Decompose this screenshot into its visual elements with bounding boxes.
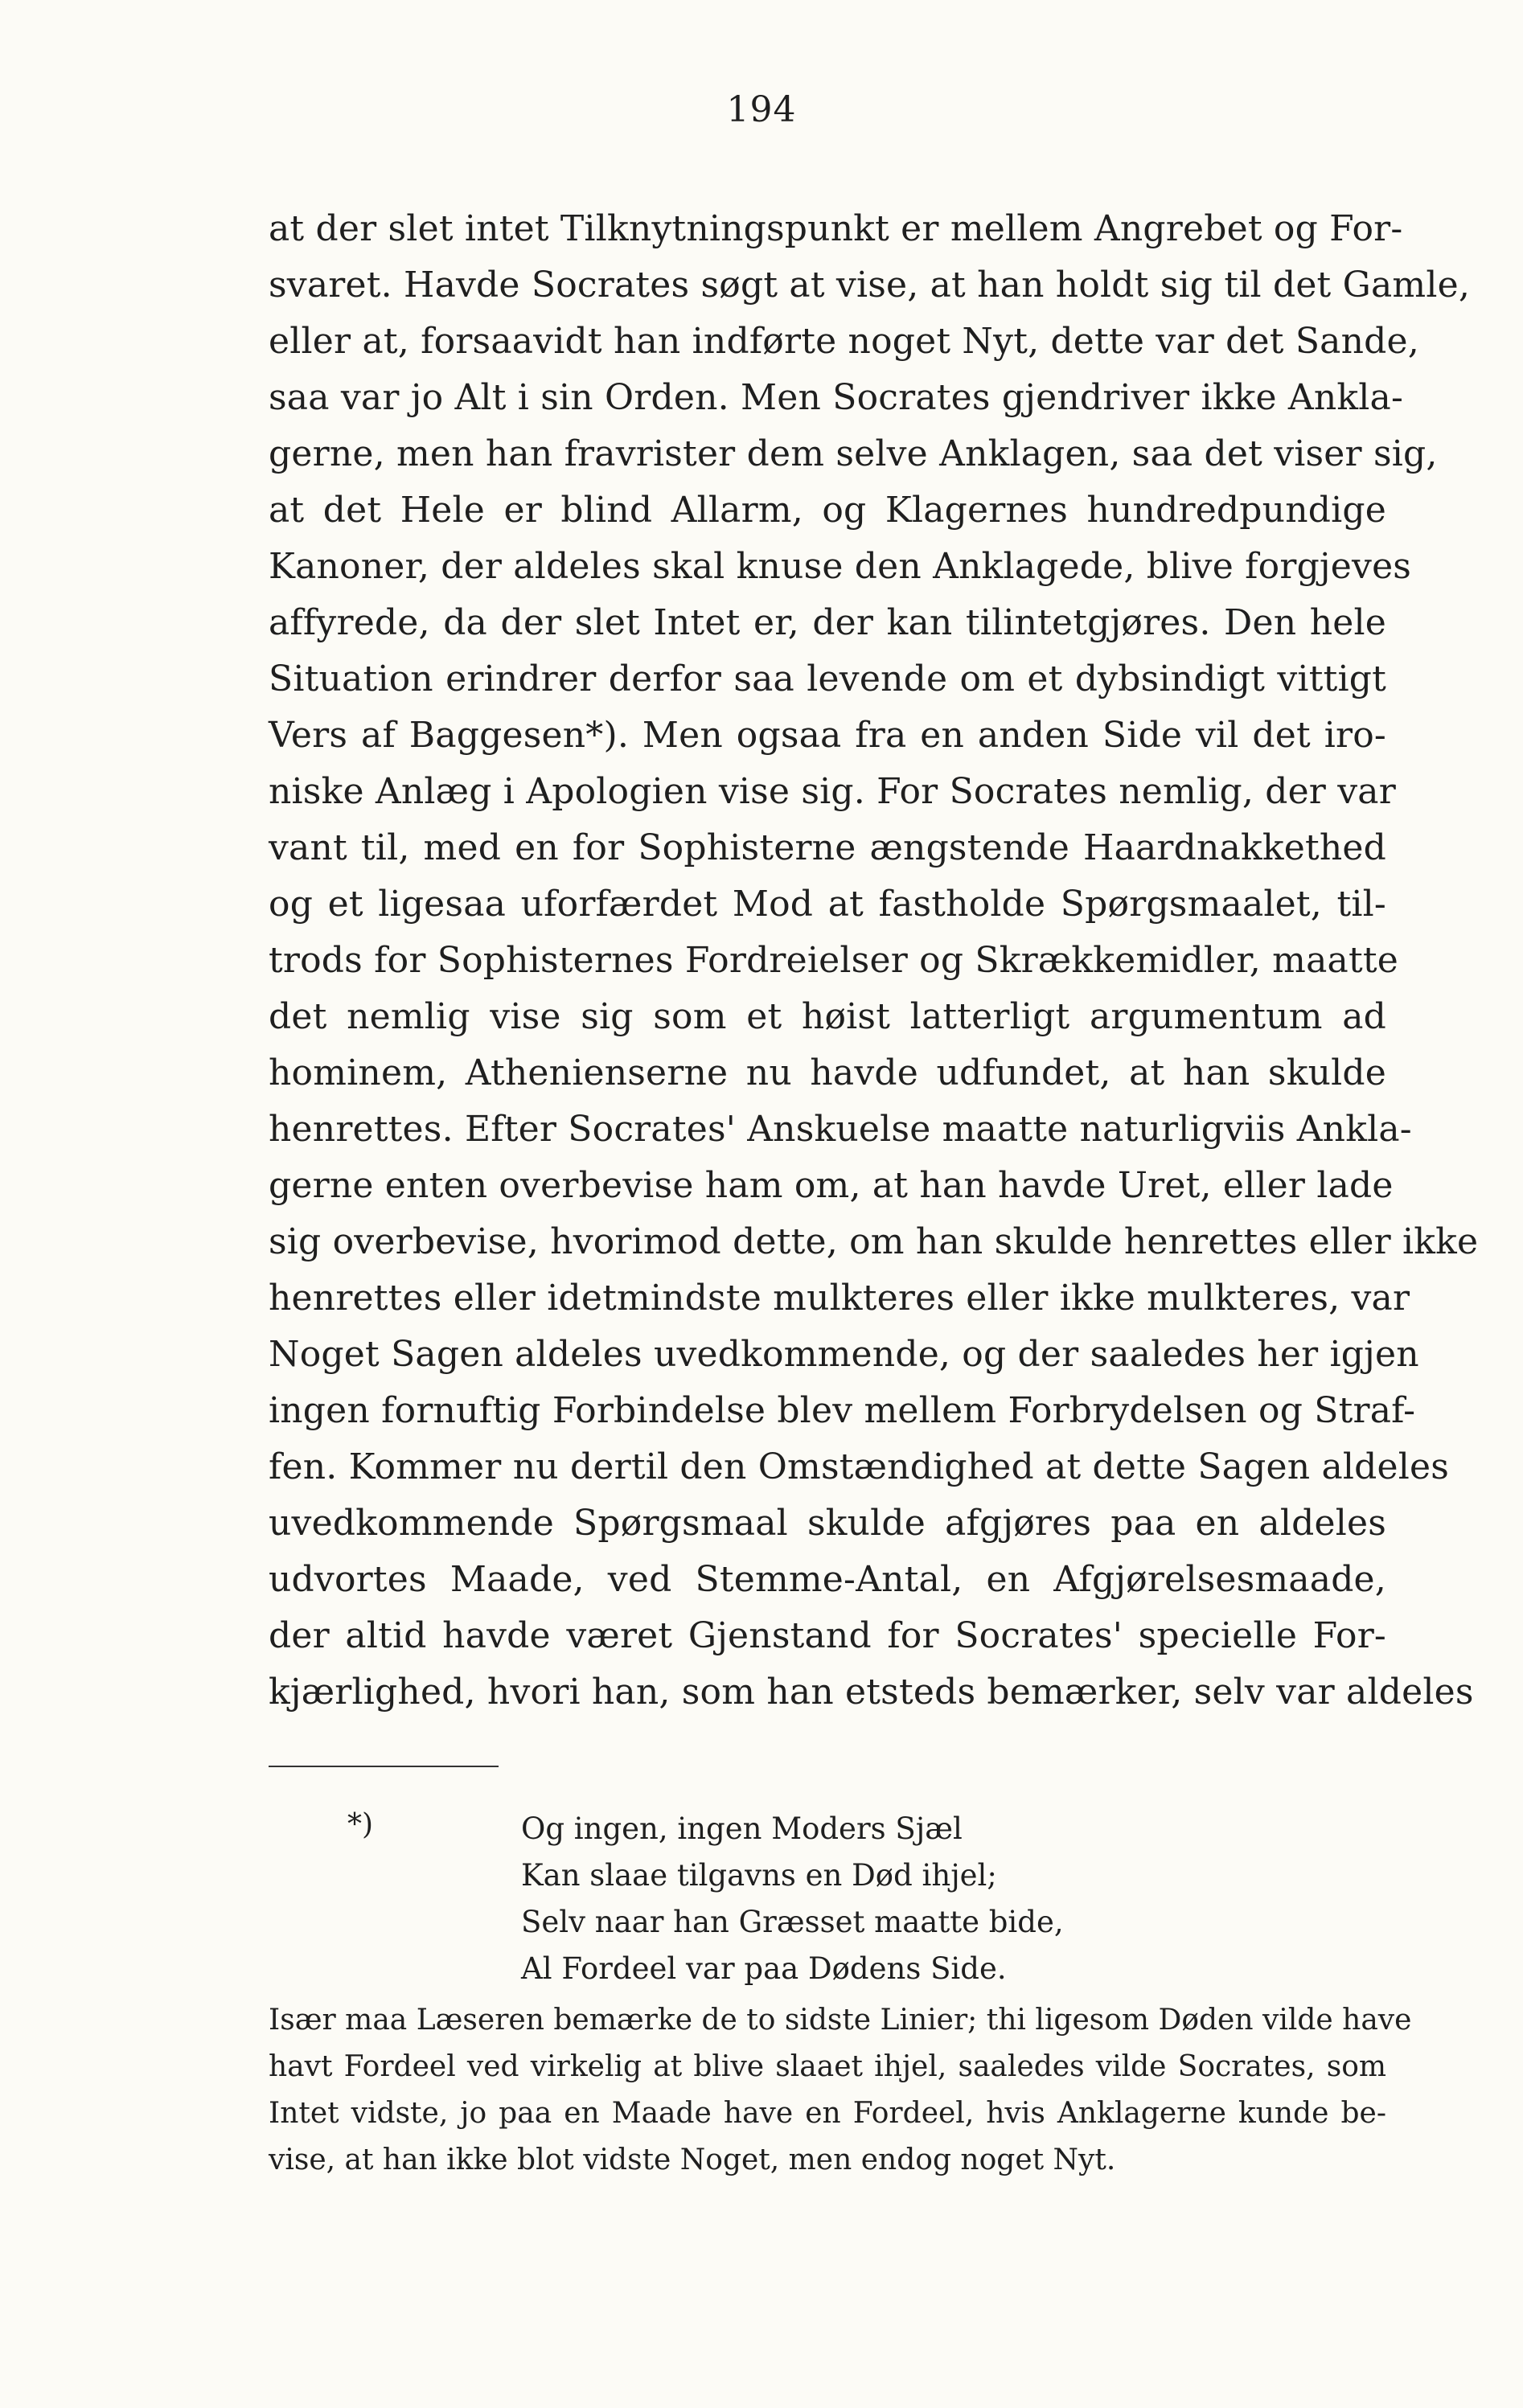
footnote-line: vise, at han ikke blot vidste Noget, men endog noget Nyt. xyxy=(269,2143,1116,2176)
text-line: uvedkommende Spørgsmaal skulde afgjøres paa en aldeles xyxy=(269,1503,1386,1544)
text-line: gerne enten overbevise ham om, at han havde Uret, eller lade xyxy=(269,1165,1394,1206)
text-line: Situation erindrer derfor saa levende om et dybsindigt vittigt xyxy=(269,658,1386,699)
text-line: der altid havde været Gjenstand for Socrates' specielle For- xyxy=(269,1615,1386,1656)
footnote-marker: *) xyxy=(347,1808,374,1841)
text-line: henrettes eller idetmindste mulkteres eller ikke mulkteres, var xyxy=(269,1278,1410,1319)
text-line: saa var jo Alt i sin Orden. Men Socrates gjendriver ikke Ankla- xyxy=(269,377,1404,418)
footnote-line: Intet vidste, jo paa en Maade have en Fordeel, hvis Anklagerne kunde be- xyxy=(269,2097,1386,2130)
footnote-divider xyxy=(269,1766,499,1767)
text-line: niske Anlæg i Apologien vise sig. For Socrates nemlig, der var xyxy=(269,771,1396,812)
footnote-line: Især maa Læseren bemærke de to sidste Linier; thi ligesom Døden vilde have xyxy=(269,2004,1412,2037)
text-line: sig overbevise, hvorimod dette, om han skulde henrettes eller ikke xyxy=(269,1221,1479,1262)
text-line: at det Hele er blind Allarm, og Klagernes hundredpundige xyxy=(269,490,1386,531)
text-line: affyrede, da der slet Intet er, der kan tilintetgjøres. Den hele xyxy=(269,602,1386,643)
text-line: gerne, men han fravrister dem selve Anklagen, saa det viser sig, xyxy=(269,433,1438,474)
verse-line: Selv naar han Græsset maatte bide, xyxy=(521,1905,1064,1939)
footnote-verse xyxy=(521,1806,1245,1992)
text-line: og et ligesaa uforfærdet Mod at fastholde Spørgsmaalet, til- xyxy=(269,884,1386,925)
verse-line: Og ingen, ingen Moders Sjæl xyxy=(521,1811,963,1846)
page-number: 194 xyxy=(726,89,797,130)
verse-line: Al Fordeel var paa Dødens Side. xyxy=(521,1951,1007,1986)
text-line: Vers af Baggesen*). Men ogsaa fra en anden Side vil det iro- xyxy=(269,715,1386,756)
footnote-text xyxy=(269,1997,1412,2184)
text-line: ingen fornuftig Forbindelse blev mellem Forbrydelsen og Straf- xyxy=(269,1390,1416,1431)
text-line: trods for Sophisternes Fordreielser og Skrækkemidler, maatte xyxy=(269,940,1398,981)
text-line: udvortes Maade, ved Stemme-Antal, en Afgjørelsesmaade, xyxy=(269,1559,1386,1600)
footnote-line: havt Fordeel ved virkelig at blive slaaet ihjel, saaledes vilde Socrates, som xyxy=(269,2050,1386,2083)
main-text xyxy=(269,201,1479,1721)
text-line: fen. Kommer nu dertil den Omstændighed at dette Sagen aldeles xyxy=(269,1446,1450,1487)
text-line: svaret. Havde Socrates søgt at vise, at han holdt sig til det Gamle, xyxy=(269,265,1471,306)
text-line: kjærlighed, hvori han, som han etsteds bemærker, selv var aldeles xyxy=(269,1672,1474,1713)
text-line: Noget Sagen aldeles uvedkommende, og der saaledes her igjen xyxy=(269,1334,1419,1375)
verse-line: Kan slaae tilgavns en Død ihjel; xyxy=(521,1858,997,1893)
text-line: eller at, forsaavidt han indførte noget Nyt, dette var det Sande, xyxy=(269,321,1419,362)
text-line: vant til, med en for Sophisterne ængstende Haardnakkethed xyxy=(269,827,1386,868)
text-line: hominem, Athenienserne nu havde udfundet, at han skulde xyxy=(269,1052,1386,1093)
text-line: at der slet intet Tilknytningspunkt er mellem Angrebet og For- xyxy=(269,208,1403,249)
text-line: det nemlig vise sig som et høist latterligt argumentum ad xyxy=(269,996,1386,1037)
text-line: henrettes. Efter Socrates' Anskuelse maatte naturligviis Ankla- xyxy=(269,1109,1412,1150)
text-line: Kanoner, der aldeles skal knuse den Anklagede, blive forgjeves xyxy=(269,546,1412,587)
